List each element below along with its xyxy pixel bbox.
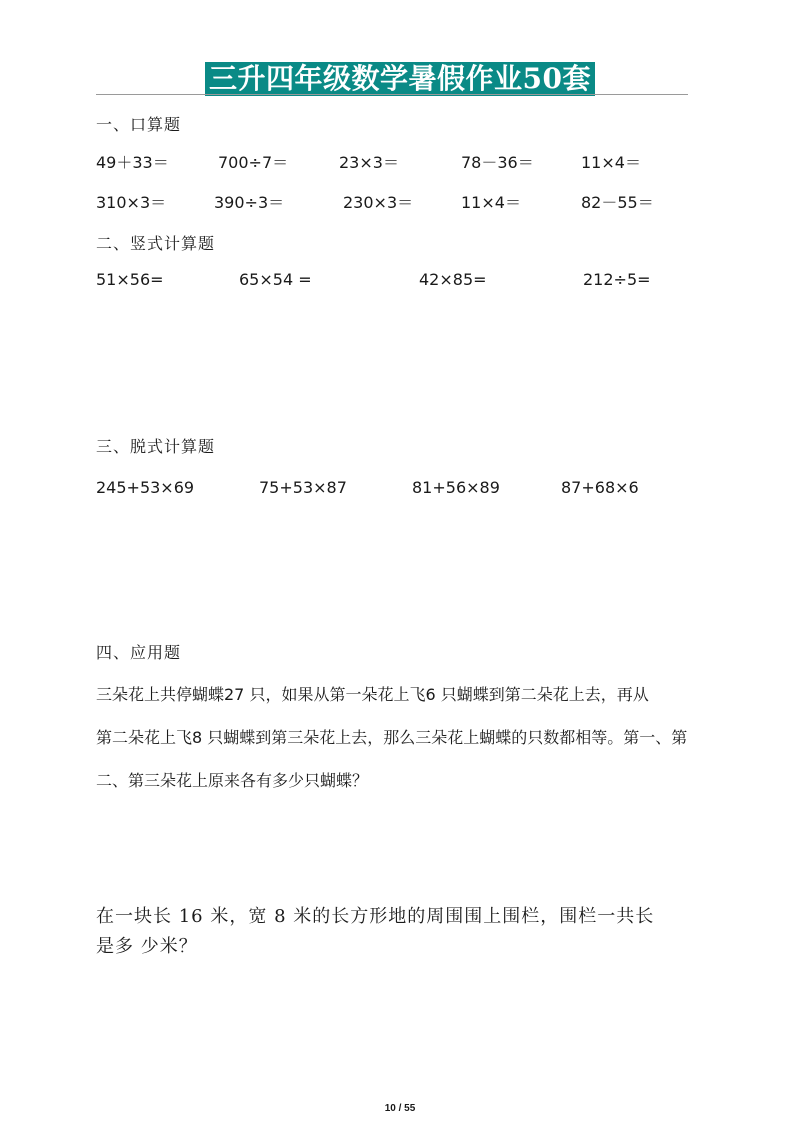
title-divider [96,94,688,95]
oral-problem: 49＋33＝ [96,153,169,172]
section-heading-word-problems: 四、应用题 [96,643,182,662]
oral-problem: 11×4＝ [461,193,521,212]
oral-problem: 78－36＝ [461,153,534,172]
section-heading-stepwise: 三、脱式计算题 [96,437,216,456]
word-problem-line: 三朵花上共停蝴蝶27 只，如果从第一朵花上飞6 只蝴蝶到第二朵花上去，再从 [96,685,649,704]
page-title: 三升四年级数学暑假作业50套 [205,62,595,96]
stepwise-problem: 75+53×87 [259,478,347,497]
oral-problem: 23×3＝ [339,153,399,172]
section-heading-oral: 一、口算题 [96,115,182,134]
vertical-problem: 42×85= [419,270,487,289]
oral-problem: 700÷7＝ [218,153,289,172]
word-problem-line: 二、第三朵花上原来各有多少只蝴蝶？ [96,771,369,790]
oral-problem: 11×4＝ [581,153,641,172]
oral-problem: 390÷3＝ [214,193,285,212]
section-heading-vertical: 二、竖式计算题 [96,234,216,253]
title-container [0,62,800,96]
vertical-problem: 212÷5= [583,270,651,289]
word-problem-line: 在一块长 16 米，宽 8 米的长方形地的周围围上围栏，围栏一共长 [96,906,655,927]
oral-problem: 230×3＝ [343,193,414,212]
stepwise-problem: 81+56×89 [412,478,500,497]
page-number: 10 / 55 [384,1103,416,1114]
vertical-problem: 65×54 = [239,270,312,289]
oral-problem: 82－55＝ [581,193,654,212]
word-problem-line: 是多 少米？ [96,936,198,957]
word-problem-line: 第二朵花上飞8 只蝴蝶到第三朵花上去，那么三朵花上蝴蝶的只数都相等。第一、第 [96,728,688,747]
oral-problem: 310×3＝ [96,193,167,212]
stepwise-problem: 245+53×69 [96,478,195,497]
vertical-problem: 51×56= [96,270,164,289]
stepwise-problem: 87+68×6 [561,478,639,497]
